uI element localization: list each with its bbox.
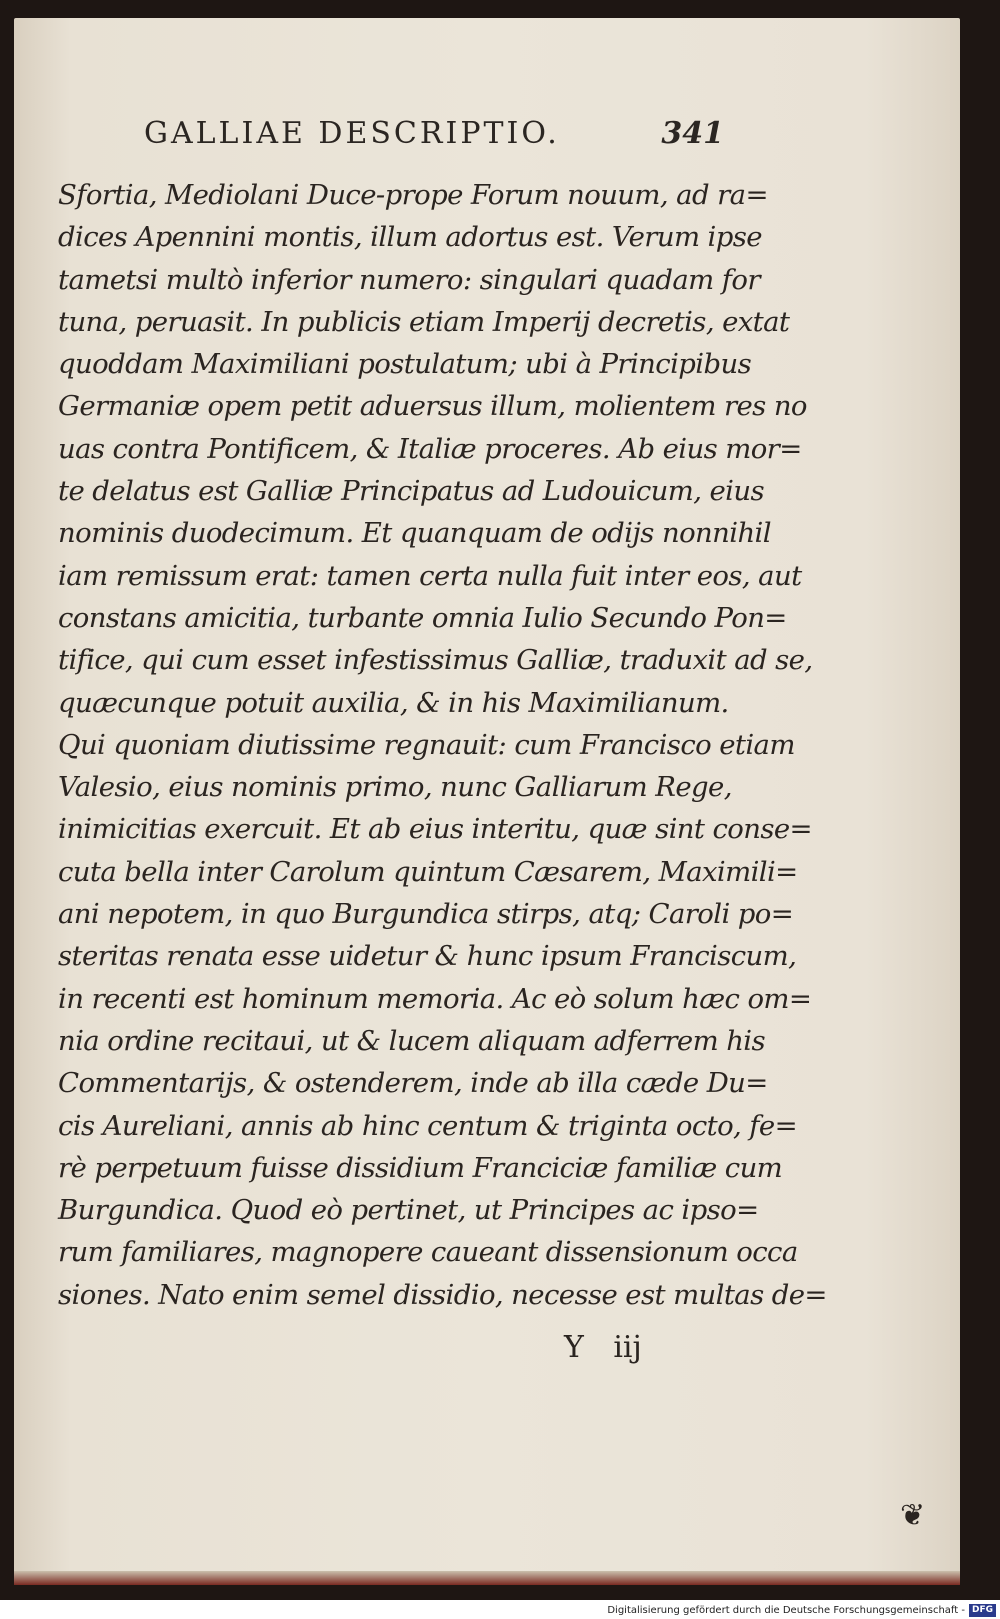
text-line: dices Apennini montis, illum adortus est. Verum ipse xyxy=(58,221,762,254)
text-line: Valesio, eius nominis primo, nunc Galliarum Rege, xyxy=(58,771,732,804)
digitization-credit xyxy=(607,1604,996,1617)
page-number: 341 xyxy=(661,116,724,151)
text-line: te delatus est Galliæ Principatus ad Ludouicum, eius xyxy=(58,475,764,508)
text-line: nominis duodecimum. Et quanquam de odijs nonnihil xyxy=(58,517,771,550)
text-line: cis Aureliani, annis ab hinc centum & triginta octo, fe= xyxy=(58,1109,798,1142)
text-line: rè perpetuum fuisse dissidium Franciciæ familiæ cum xyxy=(58,1151,783,1184)
text-line: cuta bella inter Carolum quintum Cæsarem, Maximili= xyxy=(58,855,798,888)
text-line: Sfortia, Mediolani Duce-prope Forum nouum, ad ra= xyxy=(58,179,768,211)
text-line: siones. Nato enim semel dissidio, necesse est multas de= xyxy=(58,1278,827,1311)
text-line: uas contra Pontificem, & Italiæ proceres. Ab eius mor= xyxy=(58,432,802,465)
text-line: tuna, peruasit. In publicis etiam Imperij decretis, extat xyxy=(58,305,790,338)
text-line: inimicitias exercuit. Et ab eius interitu, quæ sint conse= xyxy=(58,813,812,846)
text-line: rum familiares, magnopere caueant dissensionum occa xyxy=(58,1236,798,1269)
text-line: in recenti est hominum memoria. Ac eò solum hæc om= xyxy=(58,982,812,1015)
running-title: GALLIAE DESCRIPTIO. xyxy=(144,116,560,151)
text-line: tifice, qui cum esset infestissimus Galliæ, traduxit ad se, xyxy=(58,644,813,677)
body-text xyxy=(58,174,827,1316)
text-line: tametsi multò inferior numero: singulari quadam for xyxy=(58,263,760,296)
dfg-logo: DFG xyxy=(969,1604,996,1617)
signature-mark: Y iij xyxy=(564,1330,642,1365)
text-line: iam remissum erat: tamen certa nulla fuit inter eos, aut xyxy=(58,559,802,592)
text-line: quæcunque potuit auxilia, & in his Maximilianum. xyxy=(58,686,729,719)
text-line: Germaniæ opem petit aduersus illum, molientem res no xyxy=(58,390,807,423)
text-line: ani nepotem, in quo Burgundica stirps, atq; Caroli po= xyxy=(58,898,794,931)
credit-text: Digitalisierung gefördert durch die Deutsche Forschungsgemeinschaft - xyxy=(607,1605,965,1616)
fleuron-icon: ❦ xyxy=(900,1498,926,1533)
page-edge xyxy=(14,1571,960,1585)
text-line: nia ordine recitaui, ut & lucem aliquam adferrem his xyxy=(58,1024,766,1057)
text-line: Burgundica. Quod eò pertinet, ut Principes ac ipso= xyxy=(58,1194,759,1227)
text-line: Qui quoniam diutissime regnauit: cum Francisco etiam xyxy=(58,728,795,761)
page-header xyxy=(144,116,724,162)
text-line: constans amicitia, turbante omnia Iulio Secundo Pon= xyxy=(58,601,787,634)
text-line: steritas renata esse uidetur & hunc ipsum Franciscum, xyxy=(58,940,797,973)
book-page xyxy=(14,18,960,1585)
text-line: Commentarijs, & ostenderem, inde ab illa cæde Du= xyxy=(58,1067,768,1100)
text-line: quoddam Maximiliani postulatum; ubi à Principibus xyxy=(58,348,752,381)
